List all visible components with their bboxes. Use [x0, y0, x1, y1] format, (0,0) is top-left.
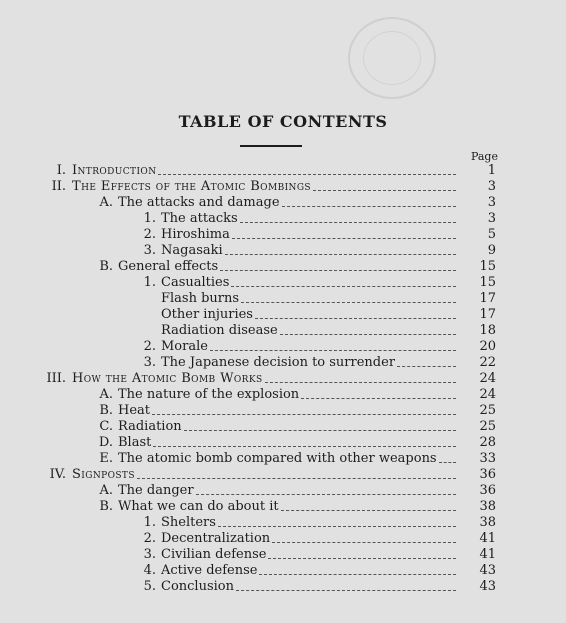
toc-entry: [0, 323, 566, 339]
toc-page-number: 22: [479, 355, 496, 370]
toc-leader-line: [232, 238, 456, 239]
toc-entry-title: Decentralization: [161, 531, 271, 546]
toc-page-number: 20: [479, 339, 496, 354]
toc-entry-title: General effects: [118, 259, 219, 274]
toc-entry-title: Shelters: [161, 515, 216, 530]
toc-entry-number: I.: [56, 163, 66, 178]
toc-entry: [0, 179, 566, 195]
toc-leader-line: [236, 590, 456, 591]
toc-entry-number: E.: [99, 451, 113, 466]
toc-entry-number: 1.: [143, 211, 156, 226]
toc-leader-line: [137, 478, 456, 479]
library-stamp-icon: [348, 17, 436, 99]
toc-leader-line: [397, 366, 456, 367]
toc-page-number: 3: [487, 179, 496, 194]
toc-page-number: 43: [479, 579, 496, 594]
toc-entry-number: B.: [99, 403, 113, 418]
toc-entry-title: The atomic bomb compared with other weapons: [118, 451, 437, 466]
toc-entry: [0, 563, 566, 579]
toc-page-number: 38: [479, 515, 496, 530]
toc-entry-title: Introduction: [72, 163, 157, 178]
toc-entry-number: 1.: [143, 275, 156, 290]
toc-entry: [0, 243, 566, 259]
toc-entry-number: C.: [99, 419, 113, 434]
toc-leader-line: [184, 430, 456, 431]
toc-page-number: 25: [479, 403, 496, 418]
toc-entry: [0, 499, 566, 515]
toc-entry-title: The attacks: [161, 211, 238, 226]
toc-entry-title: Nagasaki: [161, 243, 223, 258]
toc-entry-number: A.: [99, 195, 113, 210]
toc-leader-line: [280, 334, 456, 335]
toc-entry-title: Civilian defense: [161, 547, 267, 562]
toc-entry-number: 5.: [143, 579, 156, 594]
toc-page-number: 18: [479, 323, 496, 338]
toc-entry-title: What we can do about it: [118, 499, 279, 514]
toc-entry-title: Conclusion: [161, 579, 234, 594]
toc-leader-line: [301, 398, 456, 399]
toc-leader-line: [241, 302, 456, 303]
toc-entry-number: 3.: [143, 355, 156, 370]
toc-entry-title: Morale: [161, 339, 208, 354]
toc-page-number: 9: [487, 243, 496, 258]
toc-leader-line: [313, 190, 456, 191]
toc-entry-title: The nature of the explosion: [118, 387, 300, 402]
toc-entry: [0, 307, 566, 323]
toc-entry: [0, 419, 566, 435]
toc-entry-number: 3.: [143, 547, 156, 562]
toc-entry-number: III.: [46, 371, 66, 386]
toc-entry-number: 2.: [143, 227, 156, 242]
toc-entry-number: 1.: [143, 515, 156, 530]
toc-leader-line: [281, 510, 456, 511]
toc-page-number: 1: [487, 163, 496, 178]
toc-entry-title: Radiation: [118, 419, 182, 434]
toc-leader-line: [152, 414, 456, 415]
toc-entry: [0, 163, 566, 179]
toc-leader-line: [153, 446, 456, 447]
toc-entry: [0, 195, 566, 211]
toc-entry: [0, 579, 566, 595]
toc-entry-number: B.: [99, 499, 113, 514]
toc-page-number: 43: [479, 563, 496, 578]
toc-leader-line: [231, 286, 456, 287]
toc-page-number: 15: [479, 259, 496, 274]
page-column-header: Page: [470, 150, 498, 163]
toc-leader-line: [282, 206, 456, 207]
toc-entry-title: The attacks and damage: [118, 195, 280, 210]
table-of-contents: [0, 163, 566, 595]
toc-entry: [0, 275, 566, 291]
toc-entry: [0, 291, 566, 307]
toc-entry: [0, 387, 566, 403]
toc-entry-number: A.: [99, 483, 113, 498]
page-title: TABLE OF CONTENTS: [178, 112, 388, 131]
toc-entry: [0, 547, 566, 563]
toc-page-number: 33: [479, 451, 496, 466]
toc-entry: [0, 355, 566, 371]
toc-entry: [0, 467, 566, 483]
toc-entry-title: The Japanese decision to surrender: [161, 355, 396, 370]
toc-page-number: 24: [479, 371, 496, 386]
toc-page-number: 5: [487, 227, 496, 242]
toc-entry: [0, 259, 566, 275]
toc-entry-number: A.: [99, 387, 113, 402]
toc-entry: [0, 483, 566, 499]
toc-leader-line: [218, 526, 456, 527]
toc-entry: [0, 211, 566, 227]
toc-entry-title: How the Atomic Bomb Works: [72, 371, 263, 386]
toc-page-number: 25: [479, 419, 496, 434]
toc-page-number: 41: [479, 547, 496, 562]
toc-page-number: 24: [479, 387, 496, 402]
toc-page-number: 28: [479, 435, 496, 450]
toc-entry: [0, 371, 566, 387]
toc-leader-line: [255, 318, 456, 319]
title-underline: [240, 145, 302, 147]
toc-leader-line: [196, 494, 456, 495]
toc-leader-line: [220, 270, 456, 271]
toc-entry-number: II.: [51, 179, 66, 194]
toc-entry-title: Signposts: [72, 467, 135, 482]
toc-entry-title: Blast: [118, 435, 152, 450]
toc-entry-title: Casualties: [161, 275, 230, 290]
toc-entry-number: 2.: [143, 531, 156, 546]
toc-page-number: 15: [479, 275, 496, 290]
toc-leader-line: [259, 574, 456, 575]
toc-leader-line: [439, 462, 456, 463]
toc-leader-line: [265, 382, 456, 383]
toc-page-number: 41: [479, 531, 496, 546]
toc-leader-line: [158, 174, 456, 175]
toc-entry-title: Flash burns: [161, 291, 240, 306]
toc-entry: [0, 435, 566, 451]
toc-entry-title: Other injuries: [161, 307, 253, 322]
toc-entry: [0, 227, 566, 243]
toc-leader-line: [225, 254, 456, 255]
toc-entry-number: B.: [99, 259, 113, 274]
toc-entry-number: 3.: [143, 243, 156, 258]
toc-entry: [0, 451, 566, 467]
toc-leader-line: [240, 222, 456, 223]
toc-page-number: 17: [479, 307, 496, 322]
toc-page-number: 3: [487, 195, 496, 210]
toc-entry: [0, 403, 566, 419]
toc-page-number: 36: [479, 467, 496, 482]
toc-entry-number: IV.: [49, 467, 66, 482]
toc-entry-title: Heat: [118, 403, 151, 418]
toc-leader-line: [268, 558, 456, 559]
toc-entry-title: The Effects of the Atomic Bombings: [72, 179, 311, 194]
toc-page-number: 17: [479, 291, 496, 306]
toc-entry-title: Active defense: [161, 563, 258, 578]
toc-entry-title: Radiation disease: [161, 323, 278, 338]
toc-entry: [0, 531, 566, 547]
toc-entry: [0, 515, 566, 531]
toc-entry: [0, 339, 566, 355]
toc-page-number: 3: [487, 211, 496, 226]
toc-entry-number: 2.: [143, 339, 156, 354]
toc-entry-title: Hiroshima: [161, 227, 230, 242]
toc-leader-line: [210, 350, 456, 351]
toc-leader-line: [272, 542, 456, 543]
toc-page-number: 36: [479, 483, 496, 498]
toc-entry-number: 4.: [143, 563, 156, 578]
toc-page-number: 38: [479, 499, 496, 514]
toc-entry-title: The danger: [118, 483, 194, 498]
toc-entry-number: D.: [98, 435, 113, 450]
